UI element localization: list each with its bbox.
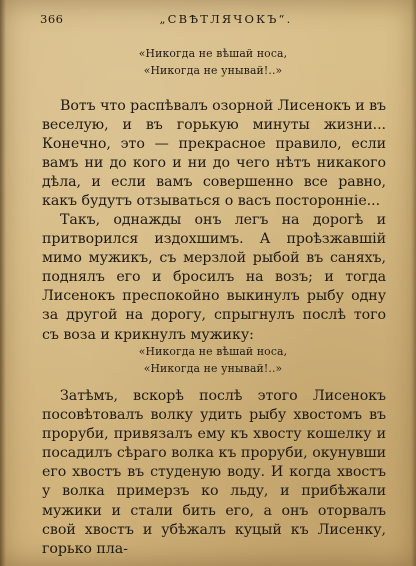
refrain-line: «Никогда не унывай!..» bbox=[143, 63, 283, 77]
refrain-line: «Никогда не вѣшай носа, bbox=[138, 345, 288, 358]
body-paragraph: Вотъ что распѣвалъ озорной Лисенокъ и въ веселую, и въ горькую минуты жизни... Конечно, это — прекрасное правило, если вамъ ни до кого и ни до чего нѣтъ никакого дѣла, и если вамъ совершенно все равно, какъ будутъ отзываться о васъ посторонніе... bbox=[42, 98, 387, 210]
page-number: 366 bbox=[40, 12, 64, 26]
refrain-line: «Никогда не унывай!..» bbox=[143, 361, 283, 375]
refrain-quote bbox=[40, 46, 386, 79]
body-paragraph: Такъ, однажды онъ легъ на дорогѣ и притворился издохшимъ. А проѣзжавшій мимо мужикъ, съ мерзлой рыбой въ саняхъ, поднялъ его и бросилъ на возъ; и тогда Лисенокъ преспокойно выкинулъ рыбу одну за другой на дорогу, спрыгнулъ послѣ того съ воза и крикнулъ мужику: bbox=[42, 212, 386, 343]
running-header bbox=[40, 12, 386, 30]
refrain-line: «Никогда не вѣшай носа, bbox=[138, 47, 288, 60]
body-paragraph: Затѣмъ, вскорѣ послѣ этого Лисенокъ посовѣтовалъ волку удить рыбу хвостомъ въ проруби, привязалъ ему къ хвосту кошелку и посадилъ сѣраго волка къ проруби, окунувши его хвостъ въ студеную воду. И когда хвостъ у волка примерзъ ко льду, и прибѣжали мужики и стали бить его, а онъ оторвалъ свой хвостъ и убѣжалъ куцый къ Лисенку, горько пла- bbox=[42, 388, 386, 557]
refrain-quote bbox=[40, 344, 386, 377]
running-title: „СВѢТЛЯЧОКЪ“. bbox=[159, 12, 293, 26]
